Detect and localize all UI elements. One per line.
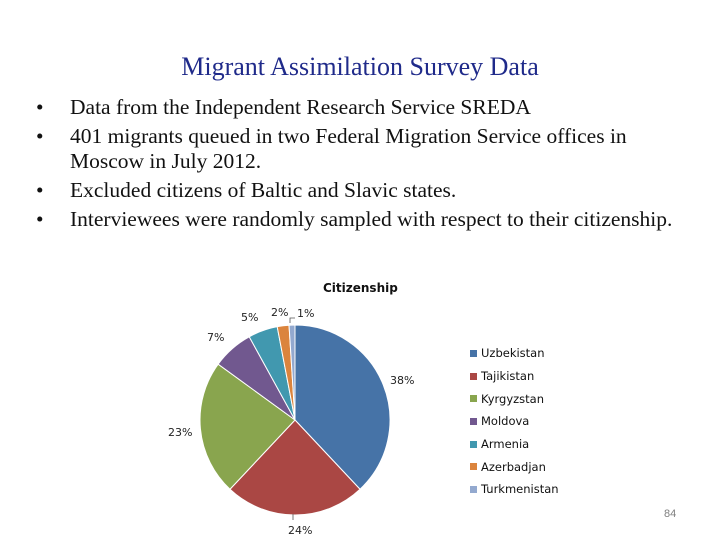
leader-line-turkmenistan [290,318,295,323]
data-label-armenia: 5% [241,311,259,324]
data-label-azerbadjan: 2% [271,306,289,319]
legend-item-moldova [470,410,559,433]
legend-item-tajikistan [470,365,559,388]
data-label-tajikistan: 24% [288,524,313,537]
legend-item-uzbekistan [470,342,559,365]
legend-swatch [470,463,477,470]
legend-label: Tajikistan [481,369,535,384]
data-label-kyrgyzstan: 23% [168,426,193,439]
bullet-marker: • [36,207,44,231]
page-number: 84 [664,508,677,520]
legend-item-azerbadjan [470,455,559,478]
data-label-moldova: 7% [207,331,225,344]
legend-swatch [470,350,477,357]
legend-item-kyrgyzstan [470,387,559,410]
legend-label: Uzbekistan [481,346,545,361]
bullet-marker: • [36,178,44,202]
legend-label: Kyrgyzstan [481,391,545,406]
legend-label: Moldova [481,414,530,429]
legend-item-turkmenistan [470,478,559,501]
data-label-uzbekistan: 38% [390,374,415,387]
bullet-text: Data from the Independent Research Service SREDA [70,95,531,119]
legend-label: Azerbadjan [481,459,546,474]
legend-swatch [470,395,477,402]
bullet-marker: • [36,124,44,148]
legend-swatch [470,441,477,448]
legend-swatch [470,486,477,493]
legend-item-armenia [470,433,559,456]
bullet-text: Excluded citizens of Baltic and Slavic states. [70,178,457,202]
legend-swatch [470,373,477,380]
legend-label: Armenia [481,437,530,452]
bullet-text: 401 migrants queued in two Federal Migration Service offices in Moscow in July 2012. [70,124,627,173]
legend-swatch [470,418,477,425]
chart-legend [470,342,559,501]
slide-title: Migrant Assimilation Survey Data [181,52,539,81]
bullet-marker: • [36,95,44,119]
chart-title: Citizenship [323,281,398,295]
data-label-turkmenistan: 1% [297,307,315,320]
legend-label: Turkmenistan [481,482,559,497]
bullet-text: Interviewees were randomly sampled with respect to their citizenship. [70,207,673,231]
